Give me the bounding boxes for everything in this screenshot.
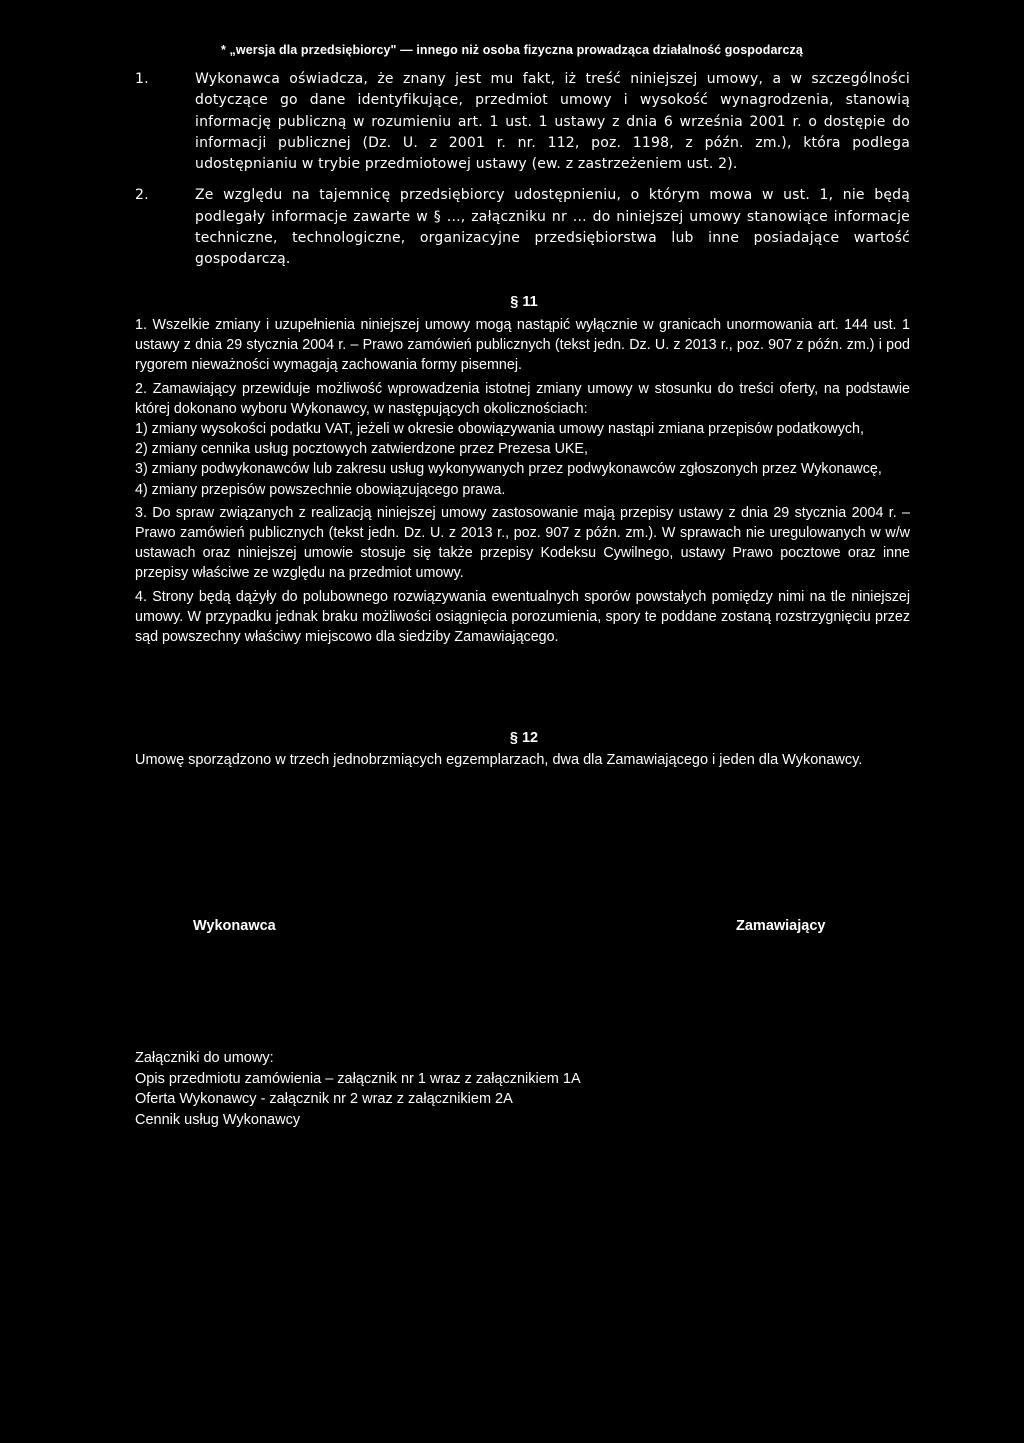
- section-12-text: Umowę sporządzono w trzech jednobrzmiących egzemplarzach, dwa dla Zamawiającego i jeden dla Wykonawcy.: [135, 752, 863, 768]
- attachments-title: Załączniki do umowy:: [135, 1050, 274, 1066]
- section-11-paragraph-2: 2. Zamawiający przewiduje możliwość wprowadzenia istotnej zmiany umowy w stosunku do treści oferty, na podstawie której dokonano wyboru Wykonawcy, w następujących okolicznościach:: [135, 380, 910, 417]
- client-signature-label: Zamawiający: [736, 918, 826, 934]
- attachment-item: Cennik usług Wykonawcy: [135, 1111, 301, 1128]
- clause-item: [135, 69, 910, 175]
- disclosure-clauses: [135, 69, 910, 281]
- section-11-paragraph-3: 3. Do spraw związanych z realizacją niniejszej umowy zastosowanie mają przepisy ustawy z dnia 29 stycznia 2004 r. – Prawo zamówień publicznych (tekst jedn. Dz. U. z 2013 r., poz. 907 z późn. zm.). W sprawach nie uregulowanych w w/w ustawach oraz niniejszej umowie stosuje się także przepisy Kodeksu Cywilnego, ustawy Prawo pocztowe oraz inne przepisy właściwe ze względu na przedmiot umowy.: [135, 504, 910, 582]
- change-condition-item: 1) zmiany wysokości podatku VAT, jeżeli w okresie obowiązywania umowy nastąpi zmiana przepisów podatkowych,: [135, 421, 864, 438]
- clause-text: Wykonawca oświadcza, że znany jest mu fakt, iż treść niniejszej umowy, a w szczególności dotyczące go dane identyfikujące, przedmiot umowy i wysokość wynagrodzenia, stanowią informację publiczną w rozumieniu art. 1 ust. 1 ustawy z dnia 6 września 2001 r. o dostępie do informacji publicznej (Dz. U. z 2001 r. nr. 112, poz. 1198, z późn. zm.), która podlega udostępnianiu w trybie przedmiotowej ustawy (ew. z zastrzeżeniem ust. 2).: [195, 71, 910, 173]
- attachment-item: Opis przedmiotu zamówienia – załącznik nr 1 wraz z załącznikiem 1A: [135, 1070, 581, 1087]
- section-11-paragraph-1: 1. Wszelkie zmiany i uzupełnienia niniejszej umowy mogą nastąpić wyłącznie w granicach unormowania art. 144 ust. 1 ustawy z dnia 29 stycznia 2004 r. – Prawo zamówień publicznych (tekst jedn. Dz. U. z 2013 r., poz. 907 z późn. zm.) i pod rygorem nieważności wymagają zachowania formy pisemnej.: [135, 317, 910, 374]
- section-12-heading: § 12: [509, 730, 539, 746]
- clause-item: [135, 185, 910, 270]
- contractor-signature-label: Wykonawca: [193, 918, 276, 934]
- attachments-list: [135, 1048, 835, 1130]
- clause-number: 2.: [135, 187, 149, 204]
- header-note: * „wersja dla przedsiębiorcy" — innego niż osoba fizyczna prowadząca działalność gospodarczą: [221, 43, 803, 57]
- change-condition-item: 3) zmiany podwykonawców lub zakresu usług wykonywanych przez podwykonawców zgłoszonych przez Wykonawcę,: [135, 461, 882, 478]
- attachment-item: Oferta Wykonawcy - załącznik nr 2 wraz z załącznikiem 2A: [135, 1091, 513, 1107]
- change-condition-item: 2) zmiany cennika usług pocztowych zatwierdzone przez Prezesa UKE,: [135, 441, 588, 458]
- section-11-heading: § 11: [510, 294, 538, 310]
- clause-text: Ze względu na tajemnicę przedsiębiorcy udostępnieniu, o którym mowa w ust. 1, nie będą podlegały informacje zawarte w § ..., załączniku nr ... do niniejszej umowy stanowiące informacje techniczne, technologiczne, organizacyjne przedsiębiorstwa lub inne posiadające wartość gospodarczą.: [195, 187, 910, 268]
- section-11-paragraph-4: 4. Strony będą dążyły do polubownego rozwiązywania ewentualnych sporów powstałych pomiędzy nimi na tle niniejszej umowy. W przypadku jednak braku możliwości osiągnięcia porozumienia, spory te poddane zostaną rozstrzygnięciu przez sąd powszechny właściwy miejscowo dla siedziby Zamawiającego.: [135, 588, 910, 646]
- clause-number: 1.: [135, 71, 149, 87]
- section-11-body: [135, 315, 910, 650]
- change-condition-item: 4) zmiany przepisów powszechnie obowiązującego prawa.: [135, 481, 506, 498]
